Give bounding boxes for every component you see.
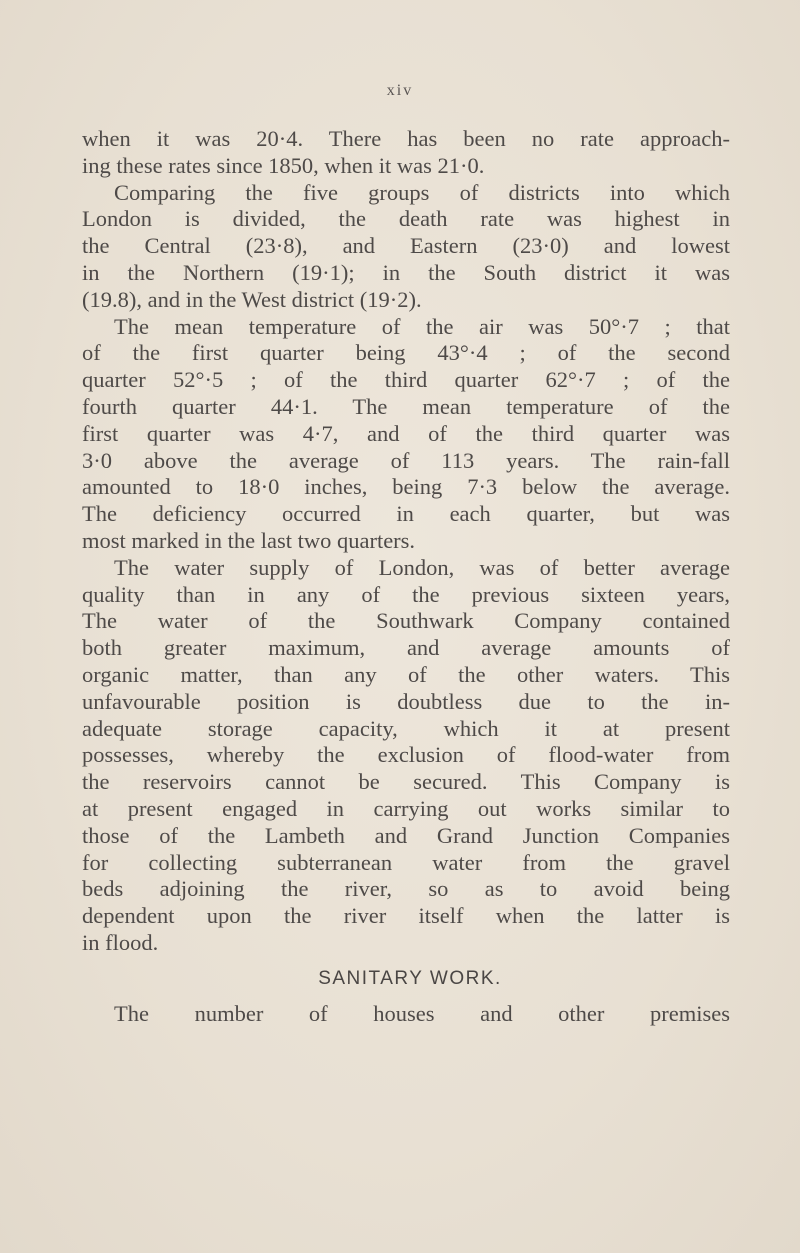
text-line: possesses, whereby the exclusion of flood-water from: [82, 742, 730, 768]
text-line: Comparing the five groups of districts into which: [114, 179, 730, 205]
text-line: both greater maximum, and average amounts of: [82, 635, 730, 661]
text-line: the Central (23·8), and Eastern (23·0) and lowest: [82, 233, 730, 259]
text-line: quarter 52°·5 ; of the third quarter 62°·7 ; of the: [82, 367, 730, 393]
text-line: the reservoirs cannot be secured. This Company is: [82, 769, 730, 795]
body-text: [82, 126, 730, 1028]
page-number: xiv: [386, 82, 414, 99]
text-line: The number of houses and other premises: [114, 1000, 730, 1026]
text-line: most marked in the last two quarters.: [82, 527, 416, 553]
text-line: The deficiency occurred in each quarter, but was: [82, 501, 730, 527]
text-line: The mean temperature of the air was 50°·7 ; that: [114, 313, 730, 339]
paragraph-2: [82, 180, 730, 314]
text-line: in flood.: [82, 929, 159, 955]
text-line: unfavourable position is doubtless due to the in-: [82, 688, 730, 714]
paragraph-3: [82, 314, 730, 555]
text-line: quality than in any of the previous sixteen years,: [82, 581, 730, 607]
text-line: dependent upon the river itself when the latter is: [82, 903, 730, 929]
text-line: adequate storage capacity, which it at present: [82, 715, 730, 741]
text-line: those of the Lambeth and Grand Junction Companies: [82, 822, 730, 848]
text-line: The water supply of London, was of better average: [114, 554, 730, 580]
text-line: of the first quarter being 43°·4 ; of the second: [82, 340, 730, 366]
text-line: first quarter was 4·7, and of the third quarter was: [82, 420, 730, 446]
text-line: London is divided, the death rate was highest in: [82, 206, 730, 232]
text-line: when it was 20·4. There has been no rate approach-: [82, 126, 730, 151]
paragraph-1: [82, 126, 730, 180]
text-line: in the Northern (19·1); in the South district it was: [82, 259, 730, 285]
text-line: organic matter, than any of the other waters. This: [82, 661, 730, 687]
text-line: (19.8), and in the West district (19·2).: [82, 286, 422, 312]
text-line: at present engaged in carrying out works similar to: [82, 795, 730, 821]
text-line: ing these rates since 1850, when it was 21·0.: [82, 152, 485, 178]
section-heading: SANITARY WORK.: [318, 967, 502, 989]
text-line: amounted to 18·0 inches, being 7·3 below the average.: [82, 474, 730, 500]
text-line: 3·0 above the average of 113 years. The rain-fall: [82, 447, 730, 473]
paragraph-4: [82, 555, 730, 957]
text-line: fourth quarter 44·1. The mean temperature of the: [82, 393, 730, 419]
text-line: for collecting subterranean water from the gravel: [82, 849, 730, 875]
text-line: The water of the Southwark Company contained: [82, 608, 730, 634]
text-line: beds adjoining the river, so as to avoid being: [82, 876, 730, 902]
